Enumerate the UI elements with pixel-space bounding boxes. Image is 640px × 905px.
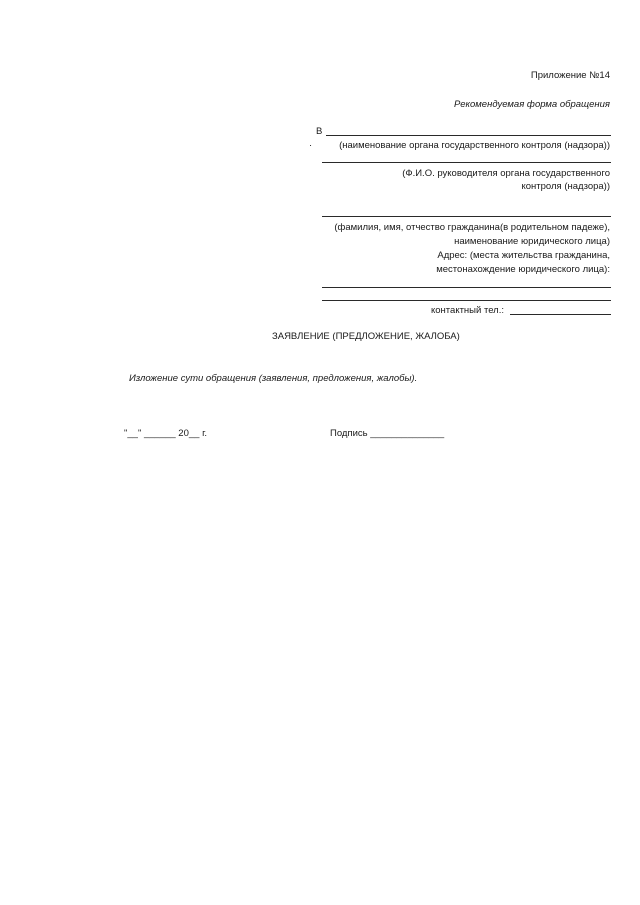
dot-mark: ·	[309, 140, 313, 151]
organ-name-line[interactable]	[326, 135, 611, 136]
organ-caption: (наименование органа государственного контроля (надзора))	[339, 140, 610, 151]
citizen-caption-line2: наименование юридического лица)	[454, 236, 610, 247]
head-caption-line2: контроля (надзора))	[521, 181, 610, 192]
citizen-name-line[interactable]	[322, 216, 611, 217]
head-caption-line1: (Ф.И.О. руководителя органа государственного	[402, 168, 610, 179]
contact-phone-line[interactable]	[510, 314, 611, 315]
to-prefix: В	[316, 126, 323, 137]
date-field[interactable]: "__" ______ 20__ г.	[124, 428, 208, 439]
signature-field[interactable]: Подпись ______________	[330, 428, 445, 439]
body-hint: Изложение сути обращения (заявления, предложения, жалобы).	[129, 373, 418, 384]
head-name-line[interactable]	[322, 162, 611, 163]
address-line-2[interactable]	[322, 300, 611, 301]
document-heading: ЗАЯВЛЕНИЕ (ПРЕДЛОЖЕНИЕ, ЖАЛОБА)	[272, 331, 460, 342]
citizen-caption-line1: (фамилия, имя, отчество гражданина(в родительном падеже),	[334, 222, 610, 233]
contact-phone-label: контактный тел.:	[431, 305, 504, 316]
address-label-line2: местонахождение юридического лица):	[436, 264, 610, 275]
address-label-line1: Адрес: (места жительства гражданина,	[437, 250, 610, 261]
address-line-1[interactable]	[322, 287, 611, 288]
appendix-number: Приложение №14	[530, 70, 610, 81]
recommended-form-label: Рекомендуемая форма обращения	[454, 99, 610, 110]
